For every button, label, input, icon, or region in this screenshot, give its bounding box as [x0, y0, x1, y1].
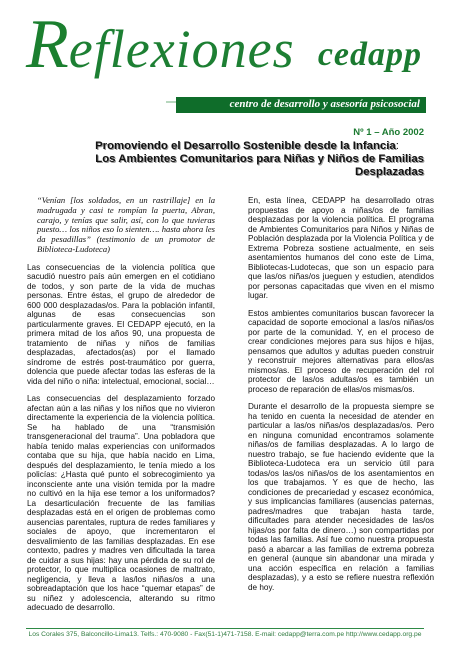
- article-headline: [70, 140, 424, 179]
- left-paragraph-2: Las consecuencias del desplazamiento forzado afectan aún a las niñas y los niños que no vivieron directamente la experiencia de la violencia política. Se ha hablado de una “transmisión transgeneracional del trauma”. Una pobladora que había tenido malas experiencias con uniformados contaba que su hija, que había nacido en Lima, después del desplazamiento, le tenía miedo a los policías: ¿Hasta qué punto el sobrecogimiento ya inconsciente ante una visión temida por la madre no cultivó en la hija ese temor a los uniformados? La desarticulación frecuente de las familias desplazadas está en el origen de problemas como ausencias parentales, ruptura de redes familiares y sociales de apoyo, que incrementaron el desvalimiento de las familias desplazadas. En ese contexto, padres y madres ven dificultada la tarea de cuidar a sus hijas: hay una pérdida de su rol de protector, lo que multiplica ocasiones de maltrato, negligencia, y lleva a las/los niñas/os a una sobreadaptación que los hace “quemar etapas” de su niñez y adolescencia, alterando su ritmo adecuado de desarrollo.: [27, 394, 215, 613]
- quote-attribution: (testimonio de un promotor de Biblioteca-Ludoteca): [37, 234, 215, 254]
- headline-colon: :: [395, 140, 399, 152]
- headline-title: Promoviendo el Desarrollo Sostenible desde la Infancia: [95, 140, 396, 152]
- right-paragraph-3: Durante el desarrollo de la propuesta siempre se ha tenido en cuenta la necesidad de atender en particular a las/os niñas/os desplazadas/os. Pero en ninguna comunidad encontramos solamente niñas/os de familias desplazadas. A lo largo de nuestro trabajo, se fue haciendo evidente que la Biblioteca-Ludoteca era un servicio útil para todas/os las/os niñas/os de los asentamientos en los que trabajamos. Y es que de hecho, las condiciones de precariedad y escasez económica, y sus implicancias familiares (ausencias paternas, padres/madres que trabajan hasta tarde, dificultades para atender necesidades de las/os hijas/os por falta de dinero…) son compartidas por todas las familias. Así fue como nuestra propuesta pasó a abarcar a las familias de extrema pobreza en general (aunque sin abandonar una mirada y una acción específica en relación a familias desplazadas), y a esto se refiere nuestra reflexión de hoy.: [248, 402, 434, 592]
- logo-initial: R: [26, 6, 69, 83]
- right-column: [248, 196, 434, 600]
- quote-text: “Venían [los soldados, en un rastrillaje] en la madrugada y casi te rompían la puerta, Abran, carajo, y tenías que salir, así, con lo que tuvieras puesto… los niños eso lo sienten…. hasta ahora les da pesadillas”: [37, 195, 215, 245]
- issue-number: Nº 1 – Año 2002: [353, 127, 424, 138]
- organization-brand: cedapp: [317, 36, 422, 73]
- right-paragraph-2: Estos ambientes comunitarios buscan favorecer la capacidad de soporte emocional a las/os niñas/os por parte de la comunidad. Y, en el proceso de crear condiciones mejores para sus hijos e hijas, pensamos que adultos y adultas pueden construir y reconstruir mejores alternativas para ellos/as mismos/as. El proceso de recuperación del rol protector de las/os adultas/os es también un proceso de reparación de ellas/os mismas/os.: [248, 308, 434, 394]
- headline-line-1: [70, 140, 424, 153]
- footer-divider: [26, 628, 424, 629]
- left-column: [27, 196, 215, 621]
- logo-wordmark: eflexiones: [68, 19, 295, 79]
- right-paragraph-1: En, esta línea, CEDAPP ha desarrollado otras propuestas de apoyo a niñas/os de familias desplazadas por la violencia política. El programa de Ambientes Comunitarios para Niños y Niñas de Población desplazada por la Violencia Política y de Extrema Pobreza sostiene actualmente, en seis asentamientos humanos del cono este de Lima, Bibliotecas-Ludotecas, que son un espacio para que las/os niñas/os jueguen y estudien, atendidos por personas capacitadas que viven en el mismo lugar.: [248, 196, 434, 300]
- footer-contact: Los Corales 375, Balconcillo-Lima13. Telfs.: 470-9080 - Fax(51-1)471-7158. E-mail: cedapp@terra.com.pe http://www.cedapp.org.pe: [28, 631, 422, 638]
- headline-subtitle: Los Ambientes Comunitarios para Niñas y Niños de Familias Desplazadas: [95, 153, 424, 178]
- testimonial-quote: [27, 196, 215, 255]
- masthead: [26, 8, 426, 120]
- left-paragraph-1: Las consecuencias de la violencia política que sacudió nuestro país aún emergen en el cotidiano de todos, y son parte de la vida de muchas personas. Entre éstas, el grupo de alrededor de 600 000 desplazadas/os. Para la población infantil, algunas de esas consecuencias son particularmente graves. El CEDAPP ejecutó, en la primera mitad de los años 90, una propuesta de tratamiento de niñas y niños de familias desplazadas, afectados(as) por el llamado síndrome de estrés post-traumático por guerra, dolencia que puede afectar todas las esferas de la vida del niño o niña: intelectual, emocional, social…: [27, 262, 215, 386]
- tagline-text: centro de desarrollo y asesoría psicosocial: [229, 98, 420, 110]
- tagline-bar: [176, 97, 426, 113]
- publication-logo: [26, 8, 295, 88]
